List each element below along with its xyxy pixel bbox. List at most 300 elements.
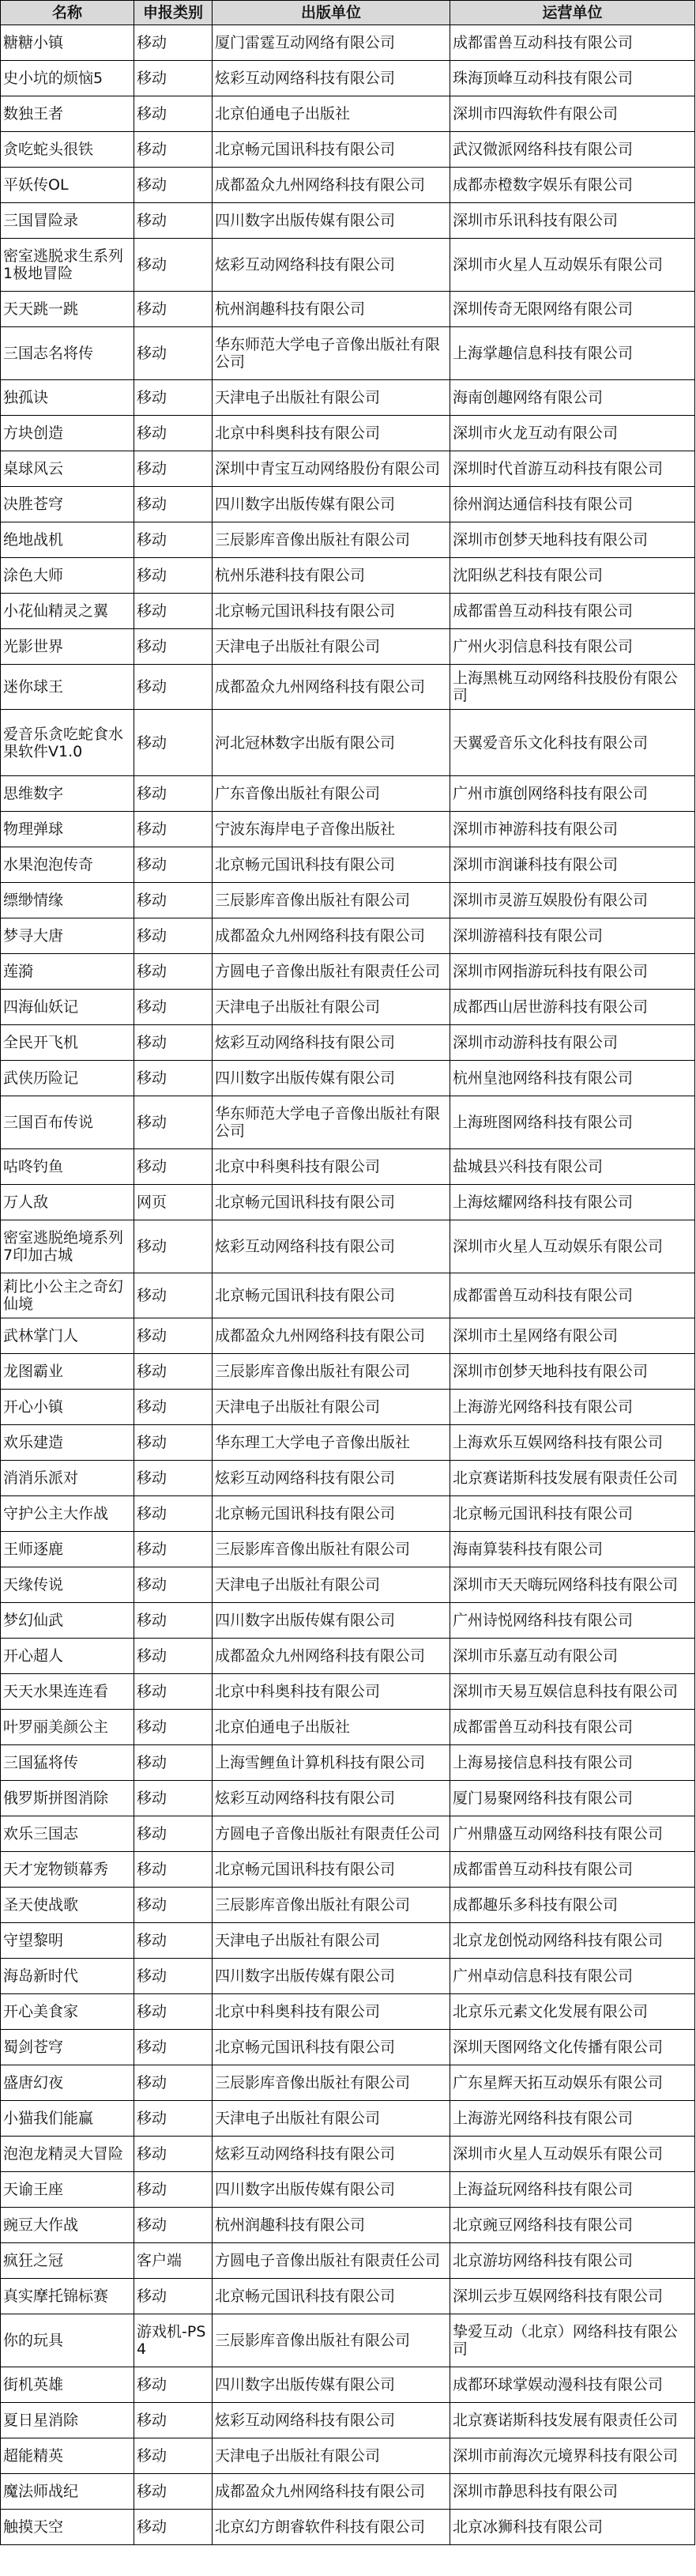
cell-game-name: 叶罗丽美颜公主 xyxy=(1,1710,134,1745)
table-row xyxy=(1,239,695,292)
cell-game-name: 守望黎明 xyxy=(1,1923,134,1959)
cell-game-name: 天才宠物锁幕秀 xyxy=(1,1852,134,1888)
cell-category: 移动 xyxy=(134,1096,213,1149)
cell-operator: 深圳市创梦天地科技有限公司 xyxy=(450,522,695,558)
cell-operator: 上海黑桃互动网络科技股份有限公司 xyxy=(450,665,695,710)
cell-publisher: 四川数字出版传媒有限公司 xyxy=(213,2367,450,2403)
cell-publisher: 广东音像出版社有限公司 xyxy=(213,776,450,812)
cell-category: 移动 xyxy=(134,2208,213,2243)
table-row xyxy=(1,847,695,883)
cell-publisher: 北京畅元国讯科技有限公司 xyxy=(213,1273,450,1318)
table-row xyxy=(1,1710,695,1745)
cell-game-name: 真实摩托锦标赛 xyxy=(1,2279,134,2314)
cell-category: 移动 xyxy=(134,1745,213,1781)
table-row xyxy=(1,1496,695,1532)
table-row xyxy=(1,327,695,380)
cell-operator: 深圳游禧科技有限公司 xyxy=(450,918,695,954)
cell-game-name: 方块创造 xyxy=(1,416,134,451)
cell-category: 移动 xyxy=(134,1816,213,1852)
cell-category: 移动 xyxy=(134,1149,213,1185)
table-row xyxy=(1,1745,695,1781)
cell-category: 移动 xyxy=(134,629,213,665)
cell-operator: 成都雷兽互动科技有限公司 xyxy=(450,594,695,629)
cell-operator: 深圳市润谦科技有限公司 xyxy=(450,847,695,883)
cell-category: 移动 xyxy=(134,2403,213,2438)
table-row xyxy=(1,487,695,522)
cell-operator: 深圳市网指游玩科技有限公司 xyxy=(450,954,695,990)
cell-operator: 上海欢乐互娱网络科技有限公司 xyxy=(450,1425,695,1461)
cell-operator: 北京龙创悦动网络科技有限公司 xyxy=(450,1923,695,1959)
cell-game-name: 桌球风云 xyxy=(1,451,134,487)
cell-publisher: 天津电子出版社有限公司 xyxy=(213,2101,450,2137)
cell-publisher: 成都盈众九州网络科技有限公司 xyxy=(213,1639,450,1674)
cell-operator: 天翼爱音乐文化科技有限公司 xyxy=(450,710,695,776)
cell-operator: 深圳市神游科技有限公司 xyxy=(450,812,695,847)
cell-publisher: 三辰影库音像出版社有限公司 xyxy=(213,1354,450,1390)
table-row xyxy=(1,522,695,558)
cell-operator: 北京游坊网络科技有限公司 xyxy=(450,2243,695,2279)
cell-operator: 成都环球掌娱动漫科技有限公司 xyxy=(450,2367,695,2403)
cell-category: 移动 xyxy=(134,380,213,416)
table-row xyxy=(1,25,695,61)
cell-publisher: 宁波东海岸电子音像出版社 xyxy=(213,812,450,847)
cell-category: 移动 xyxy=(134,2065,213,2101)
cell-category: 移动 xyxy=(134,2438,213,2474)
cell-game-name: 糖糖小镇 xyxy=(1,25,134,61)
cell-category: 移动 xyxy=(134,1888,213,1923)
cell-operator: 广州卓动信息科技有限公司 xyxy=(450,1959,695,1994)
cell-publisher: 天津电子出版社有限公司 xyxy=(213,629,450,665)
cell-game-name: 缥缈情缘 xyxy=(1,883,134,918)
cell-game-name: 三国志名将传 xyxy=(1,327,134,380)
cell-publisher: 炫彩互动网络科技有限公司 xyxy=(213,1781,450,1816)
cell-game-name: 三国冒险录 xyxy=(1,203,134,239)
cell-publisher: 华东理工大学电子音像出版社 xyxy=(213,1425,450,1461)
cell-publisher: 北京中科奥科技有限公司 xyxy=(213,1674,450,1710)
cell-game-name: 物理弹球 xyxy=(1,812,134,847)
cell-category: 移动 xyxy=(134,1674,213,1710)
cell-publisher: 成都盈众九州网络科技有限公司 xyxy=(213,2474,450,2510)
cell-publisher: 四川数字出版传媒有限公司 xyxy=(213,1603,450,1639)
cell-operator: 北京冰狮科技有限公司 xyxy=(450,2510,695,2545)
cell-operator: 北京赛诺斯科技发展有限责任公司 xyxy=(450,2403,695,2438)
cell-operator: 上海益玩网络科技有限公司 xyxy=(450,2172,695,2208)
cell-game-name: 莉比小公主之奇幻仙境 xyxy=(1,1273,134,1318)
table-row xyxy=(1,1220,695,1273)
cell-game-name: 水果泡泡传奇 xyxy=(1,847,134,883)
cell-operator: 武汉微派网络科技有限公司 xyxy=(450,132,695,168)
table-row xyxy=(1,2314,695,2367)
cell-category: 移动 xyxy=(134,1273,213,1318)
table-row xyxy=(1,1390,695,1425)
table-row xyxy=(1,1781,695,1816)
cell-game-name: 开心小镇 xyxy=(1,1390,134,1425)
cell-category: 移动 xyxy=(134,2172,213,2208)
cell-operator: 挚爱互动（北京）网络科技有限公司 xyxy=(450,2314,695,2367)
cell-operator: 深圳市灵游互娱股份有限公司 xyxy=(450,883,695,918)
cell-game-name: 盛唐幻夜 xyxy=(1,2065,134,2101)
cell-operator: 深圳市乐嘉互动有限公司 xyxy=(450,1639,695,1674)
cell-publisher: 北京畅元国讯科技有限公司 xyxy=(213,1852,450,1888)
table-row xyxy=(1,451,695,487)
cell-category: 移动 xyxy=(134,1354,213,1390)
cell-publisher: 华东师范大学电子音像出版社有限公司 xyxy=(213,327,450,380)
table-row xyxy=(1,1567,695,1603)
table-row xyxy=(1,2438,695,2474)
cell-game-name: 俄罗斯拼图消除 xyxy=(1,1781,134,1816)
cell-publisher: 天津电子出版社有限公司 xyxy=(213,1567,450,1603)
table-row xyxy=(1,2510,695,2545)
table-row xyxy=(1,812,695,847)
cell-game-name: 贪吃蛇头很铁 xyxy=(1,132,134,168)
cell-category: 移动 xyxy=(134,883,213,918)
cell-category: 移动 xyxy=(134,812,213,847)
table-row xyxy=(1,1852,695,1888)
cell-category: 移动 xyxy=(134,132,213,168)
table-row xyxy=(1,1354,695,1390)
table-row xyxy=(1,1025,695,1061)
cell-game-name: 梦寻大唐 xyxy=(1,918,134,954)
cell-game-name: 王师逐鹿 xyxy=(1,1532,134,1567)
cell-publisher: 方圆电子音像出版社有限责任公司 xyxy=(213,954,450,990)
cell-category: 移动 xyxy=(134,327,213,380)
cell-publisher: 北京畅元国讯科技有限公司 xyxy=(213,1185,450,1220)
cell-game-name: 密室逃脱绝境系列7印加古城 xyxy=(1,1220,134,1273)
cell-game-name: 小猫我们能赢 xyxy=(1,2101,134,2137)
cell-publisher: 成都盈众九州网络科技有限公司 xyxy=(213,665,450,710)
cell-operator: 厦门易聚网络科技有限公司 xyxy=(450,1781,695,1816)
table-row xyxy=(1,1096,695,1149)
cell-operator: 广州鼎盛互动网络科技有限公司 xyxy=(450,1816,695,1852)
cell-category: 移动 xyxy=(134,990,213,1025)
cell-category: 移动 xyxy=(134,1603,213,1639)
cell-category: 移动 xyxy=(134,1781,213,1816)
table-row xyxy=(1,2474,695,2510)
col-header-name: 名称 xyxy=(1,1,134,25)
cell-publisher: 北京畅元国讯科技有限公司 xyxy=(213,2030,450,2065)
cell-publisher: 北京畅元国讯科技有限公司 xyxy=(213,847,450,883)
table-row xyxy=(1,1994,695,2030)
cell-operator: 深圳市火星人互动娱乐有限公司 xyxy=(450,2137,695,2172)
cell-game-name: 开心美食家 xyxy=(1,1994,134,2030)
cell-game-name: 三国猛将传 xyxy=(1,1745,134,1781)
cell-game-name: 平妖传OL xyxy=(1,168,134,203)
cell-operator: 成都西山居世游科技有限公司 xyxy=(450,990,695,1025)
table-row xyxy=(1,1273,695,1318)
cell-game-name: 绝地战机 xyxy=(1,522,134,558)
cell-game-name: 全民开飞机 xyxy=(1,1025,134,1061)
cell-category: 移动 xyxy=(134,665,213,710)
cell-category: 移动 xyxy=(134,1496,213,1532)
cell-publisher: 北京畅元国讯科技有限公司 xyxy=(213,1496,450,1532)
table-row xyxy=(1,1461,695,1496)
cell-publisher: 华东师范大学电子音像出版社有限公司 xyxy=(213,1096,450,1149)
cell-operator: 广州市旗创网络科技有限公司 xyxy=(450,776,695,812)
cell-operator: 深圳传奇无限网络有限公司 xyxy=(450,292,695,327)
cell-category: 移动 xyxy=(134,96,213,132)
cell-game-name: 街机英雄 xyxy=(1,2367,134,2403)
cell-game-name: 泡泡龙精灵大冒险 xyxy=(1,2137,134,2172)
col-header-category: 申报类别 xyxy=(134,1,213,25)
table-row xyxy=(1,292,695,327)
cell-category: 移动 xyxy=(134,1025,213,1061)
cell-publisher: 北京畅元国讯科技有限公司 xyxy=(213,2279,450,2314)
cell-operator: 深圳时代首游互动科技有限公司 xyxy=(450,451,695,487)
cell-category: 客户端 xyxy=(134,2243,213,2279)
cell-category: 移动 xyxy=(134,1318,213,1354)
cell-publisher: 成都盈众九州网络科技有限公司 xyxy=(213,1318,450,1354)
cell-game-name: 夏日星消除 xyxy=(1,2403,134,2438)
header-row xyxy=(1,1,695,25)
cell-publisher: 天津电子出版社有限公司 xyxy=(213,1390,450,1425)
cell-game-name: 天天跳一跳 xyxy=(1,292,134,327)
cell-publisher: 三辰影库音像出版社有限公司 xyxy=(213,522,450,558)
table-row xyxy=(1,1149,695,1185)
cell-game-name: 海岛新时代 xyxy=(1,1959,134,1994)
cell-publisher: 天津电子出版社有限公司 xyxy=(213,380,450,416)
cell-operator: 深圳市土星网络有限公司 xyxy=(450,1318,695,1354)
table-row xyxy=(1,918,695,954)
cell-operator: 沈阳纵艺科技有限公司 xyxy=(450,558,695,594)
cell-category: 移动 xyxy=(134,2367,213,2403)
table-row xyxy=(1,1061,695,1096)
table-row xyxy=(1,883,695,918)
cell-operator: 徐州润达通信科技有限公司 xyxy=(450,487,695,522)
table-body xyxy=(1,25,695,2545)
cell-operator: 广州火羽信息科技有限公司 xyxy=(450,629,695,665)
cell-operator: 上海班图网络科技有限公司 xyxy=(450,1096,695,1149)
table-row xyxy=(1,2030,695,2065)
cell-publisher: 北京中科奥科技有限公司 xyxy=(213,1149,450,1185)
cell-category: 移动 xyxy=(134,1923,213,1959)
table-row xyxy=(1,96,695,132)
cell-publisher: 炫彩互动网络科技有限公司 xyxy=(213,1220,450,1273)
cell-game-name: 超能精英 xyxy=(1,2438,134,2474)
cell-game-name: 你的玩具 xyxy=(1,2314,134,2367)
cell-game-name: 魔法师战纪 xyxy=(1,2474,134,2510)
cell-operator: 珠海顶峰互动科技有限公司 xyxy=(450,61,695,96)
cell-game-name: 四海仙妖记 xyxy=(1,990,134,1025)
cell-category: 移动 xyxy=(134,1959,213,1994)
cell-operator: 杭州皇池网络科技有限公司 xyxy=(450,1061,695,1096)
cell-operator: 北京豌豆网络科技有限公司 xyxy=(450,2208,695,2243)
table-row xyxy=(1,2208,695,2243)
cell-operator: 成都雷兽互动科技有限公司 xyxy=(450,1273,695,1318)
cell-category: 移动 xyxy=(134,61,213,96)
cell-publisher: 深圳中青宝互动网络股份有限公司 xyxy=(213,451,450,487)
cell-publisher: 北京畅元国讯科技有限公司 xyxy=(213,132,450,168)
cell-operator: 深圳市四海软件有限公司 xyxy=(450,96,695,132)
cell-operator: 深圳市动游科技有限公司 xyxy=(450,1025,695,1061)
col-header-publisher: 出版单位 xyxy=(213,1,450,25)
cell-publisher: 北京中科奥科技有限公司 xyxy=(213,416,450,451)
cell-category: 移动 xyxy=(134,558,213,594)
cell-publisher: 成都盈众九州网络科技有限公司 xyxy=(213,918,450,954)
cell-category: 移动 xyxy=(134,2474,213,2510)
cell-game-name: 决胜苍穹 xyxy=(1,487,134,522)
cell-publisher: 成都盈众九州网络科技有限公司 xyxy=(213,168,450,203)
cell-game-name: 天谕王座 xyxy=(1,2172,134,2208)
table-row xyxy=(1,1532,695,1567)
table-row xyxy=(1,1816,695,1852)
cell-category: 游戏机-PS4 xyxy=(134,2314,213,2367)
cell-category: 移动 xyxy=(134,1639,213,1674)
cell-category: 移动 xyxy=(134,954,213,990)
cell-operator: 深圳市火星人互动娱乐有限公司 xyxy=(450,1220,695,1273)
cell-publisher: 杭州润趣科技有限公司 xyxy=(213,292,450,327)
cell-category: 移动 xyxy=(134,1061,213,1096)
cell-game-name: 数独王者 xyxy=(1,96,134,132)
cell-category: 移动 xyxy=(134,522,213,558)
cell-publisher: 厦门雷霆互动网络有限公司 xyxy=(213,25,450,61)
cell-game-name: 爱音乐贪吃蛇食水果软件V1.0 xyxy=(1,710,134,776)
cell-category: 移动 xyxy=(134,1710,213,1745)
cell-operator: 深圳市天天嗨玩网络科技有限公司 xyxy=(450,1567,695,1603)
cell-category: 网页 xyxy=(134,1185,213,1220)
cell-operator: 上海易接信息科技有限公司 xyxy=(450,1745,695,1781)
cell-category: 移动 xyxy=(134,2137,213,2172)
cell-operator: 北京乐元素文化发展有限公司 xyxy=(450,1994,695,2030)
table-row xyxy=(1,168,695,203)
cell-operator: 上海游光网络科技有限公司 xyxy=(450,1390,695,1425)
cell-category: 移动 xyxy=(134,2101,213,2137)
cell-publisher: 北京伯通电子出版社 xyxy=(213,1710,450,1745)
cell-game-name: 史小坑的烦恼5 xyxy=(1,61,134,96)
cell-publisher: 北京畅元国讯科技有限公司 xyxy=(213,594,450,629)
cell-publisher: 三辰影库音像出版社有限公司 xyxy=(213,2314,450,2367)
cell-game-name: 天天水果连连看 xyxy=(1,1674,134,1710)
cell-game-name: 万人敌 xyxy=(1,1185,134,1220)
cell-game-name: 天缘传说 xyxy=(1,1567,134,1603)
cell-game-name: 武林掌门人 xyxy=(1,1318,134,1354)
cell-category: 移动 xyxy=(134,2510,213,2545)
cell-category: 移动 xyxy=(134,594,213,629)
cell-game-name: 咕咚钓鱼 xyxy=(1,1149,134,1185)
cell-game-name: 武侠历险记 xyxy=(1,1061,134,1096)
cell-operator: 成都雷兽互动科技有限公司 xyxy=(450,25,695,61)
cell-operator: 深圳市前海次元境界科技有限公司 xyxy=(450,2438,695,2474)
table-row xyxy=(1,2279,695,2314)
table-row xyxy=(1,2172,695,2208)
cell-game-name: 思维数字 xyxy=(1,776,134,812)
cell-publisher: 方圆电子音像出版社有限责任公司 xyxy=(213,2243,450,2279)
table-row xyxy=(1,416,695,451)
cell-game-name: 三国百布传说 xyxy=(1,1096,134,1149)
cell-operator: 上海掌趣信息科技有限公司 xyxy=(450,327,695,380)
cell-operator: 广州诗悦网络科技有限公司 xyxy=(450,1603,695,1639)
table-row xyxy=(1,954,695,990)
cell-operator: 广东星辉天拓互动娱乐有限公司 xyxy=(450,2065,695,2101)
table-row xyxy=(1,61,695,96)
cell-publisher: 炫彩互动网络科技有限公司 xyxy=(213,1025,450,1061)
cell-publisher: 杭州润趣科技有限公司 xyxy=(213,2208,450,2243)
table-row xyxy=(1,710,695,776)
cell-category: 移动 xyxy=(134,710,213,776)
cell-publisher: 四川数字出版传媒有限公司 xyxy=(213,203,450,239)
table-row xyxy=(1,1639,695,1674)
cell-operator: 深圳市创梦天地科技有限公司 xyxy=(450,1354,695,1390)
cell-operator: 深圳天图网络文化传播有限公司 xyxy=(450,2030,695,2065)
table-row xyxy=(1,594,695,629)
table-row xyxy=(1,2403,695,2438)
cell-category: 移动 xyxy=(134,203,213,239)
cell-game-name: 守护公主大作战 xyxy=(1,1496,134,1532)
cell-operator: 深圳市乐讯科技有限公司 xyxy=(450,203,695,239)
cell-category: 移动 xyxy=(134,1532,213,1567)
cell-game-name: 欢乐建造 xyxy=(1,1425,134,1461)
cell-operator: 海南创趣网络有限公司 xyxy=(450,380,695,416)
table-row xyxy=(1,1888,695,1923)
cell-operator: 上海游光网络科技有限公司 xyxy=(450,2101,695,2137)
cell-publisher: 天津电子出版社有限公司 xyxy=(213,2438,450,2474)
cell-publisher: 三辰影库音像出版社有限公司 xyxy=(213,1532,450,1567)
table-row xyxy=(1,2367,695,2403)
table-row xyxy=(1,1318,695,1354)
table-row xyxy=(1,776,695,812)
cell-publisher: 四川数字出版传媒有限公司 xyxy=(213,487,450,522)
cell-operator: 盐城县兴科技有限公司 xyxy=(450,1149,695,1185)
table-row xyxy=(1,2065,695,2101)
cell-category: 移动 xyxy=(134,487,213,522)
cell-category: 移动 xyxy=(134,292,213,327)
cell-operator: 深圳云步互娱网络科技有限公司 xyxy=(450,2279,695,2314)
table-row xyxy=(1,1959,695,1994)
table-row xyxy=(1,1674,695,1710)
cell-game-name: 梦幻仙武 xyxy=(1,1603,134,1639)
cell-category: 移动 xyxy=(134,776,213,812)
cell-game-name: 莲漪 xyxy=(1,954,134,990)
cell-game-name: 涂色大师 xyxy=(1,558,134,594)
table-row xyxy=(1,2243,695,2279)
cell-category: 移动 xyxy=(134,2030,213,2065)
cell-game-name: 触摸天空 xyxy=(1,2510,134,2545)
cell-category: 移动 xyxy=(134,1567,213,1603)
cell-category: 移动 xyxy=(134,451,213,487)
cell-publisher: 上海雪鲤鱼计算机科技有限公司 xyxy=(213,1745,450,1781)
table-row xyxy=(1,990,695,1025)
cell-game-name: 欢乐三国志 xyxy=(1,1816,134,1852)
cell-category: 移动 xyxy=(134,847,213,883)
cell-category: 移动 xyxy=(134,1220,213,1273)
cell-operator: 深圳市天易互娱信息科技有限公司 xyxy=(450,1674,695,1710)
cell-publisher: 炫彩互动网络科技有限公司 xyxy=(213,61,450,96)
cell-operator: 成都赤橙数字娱乐有限公司 xyxy=(450,168,695,203)
cell-operator: 北京赛诺斯科技发展有限责任公司 xyxy=(450,1461,695,1496)
cell-game-name: 光影世界 xyxy=(1,629,134,665)
cell-game-name: 龙图霸业 xyxy=(1,1354,134,1390)
cell-game-name: 开心超人 xyxy=(1,1639,134,1674)
cell-operator: 北京畅元国讯科技有限公司 xyxy=(450,1496,695,1532)
cell-category: 移动 xyxy=(134,918,213,954)
cell-publisher: 三辰影库音像出版社有限公司 xyxy=(213,2065,450,2101)
table-row xyxy=(1,558,695,594)
table-row xyxy=(1,132,695,168)
cell-category: 移动 xyxy=(134,1425,213,1461)
cell-game-name: 密室逃脱求生系列1极地冒险 xyxy=(1,239,134,292)
cell-category: 移动 xyxy=(134,25,213,61)
cell-category: 移动 xyxy=(134,239,213,292)
cell-operator: 海南算装科技有限公司 xyxy=(450,1532,695,1567)
cell-game-name: 蜀剑苍穹 xyxy=(1,2030,134,2065)
cell-publisher: 炫彩互动网络科技有限公司 xyxy=(213,2403,450,2438)
table-row xyxy=(1,1425,695,1461)
cell-operator: 深圳市火星人互动娱乐有限公司 xyxy=(450,239,695,292)
cell-category: 移动 xyxy=(134,168,213,203)
cell-operator: 成都雷兽互动科技有限公司 xyxy=(450,1852,695,1888)
cell-operator: 成都趣乐多科技有限公司 xyxy=(450,1888,695,1923)
cell-publisher: 北京中科奥科技有限公司 xyxy=(213,1994,450,2030)
cell-publisher: 炫彩互动网络科技有限公司 xyxy=(213,2137,450,2172)
